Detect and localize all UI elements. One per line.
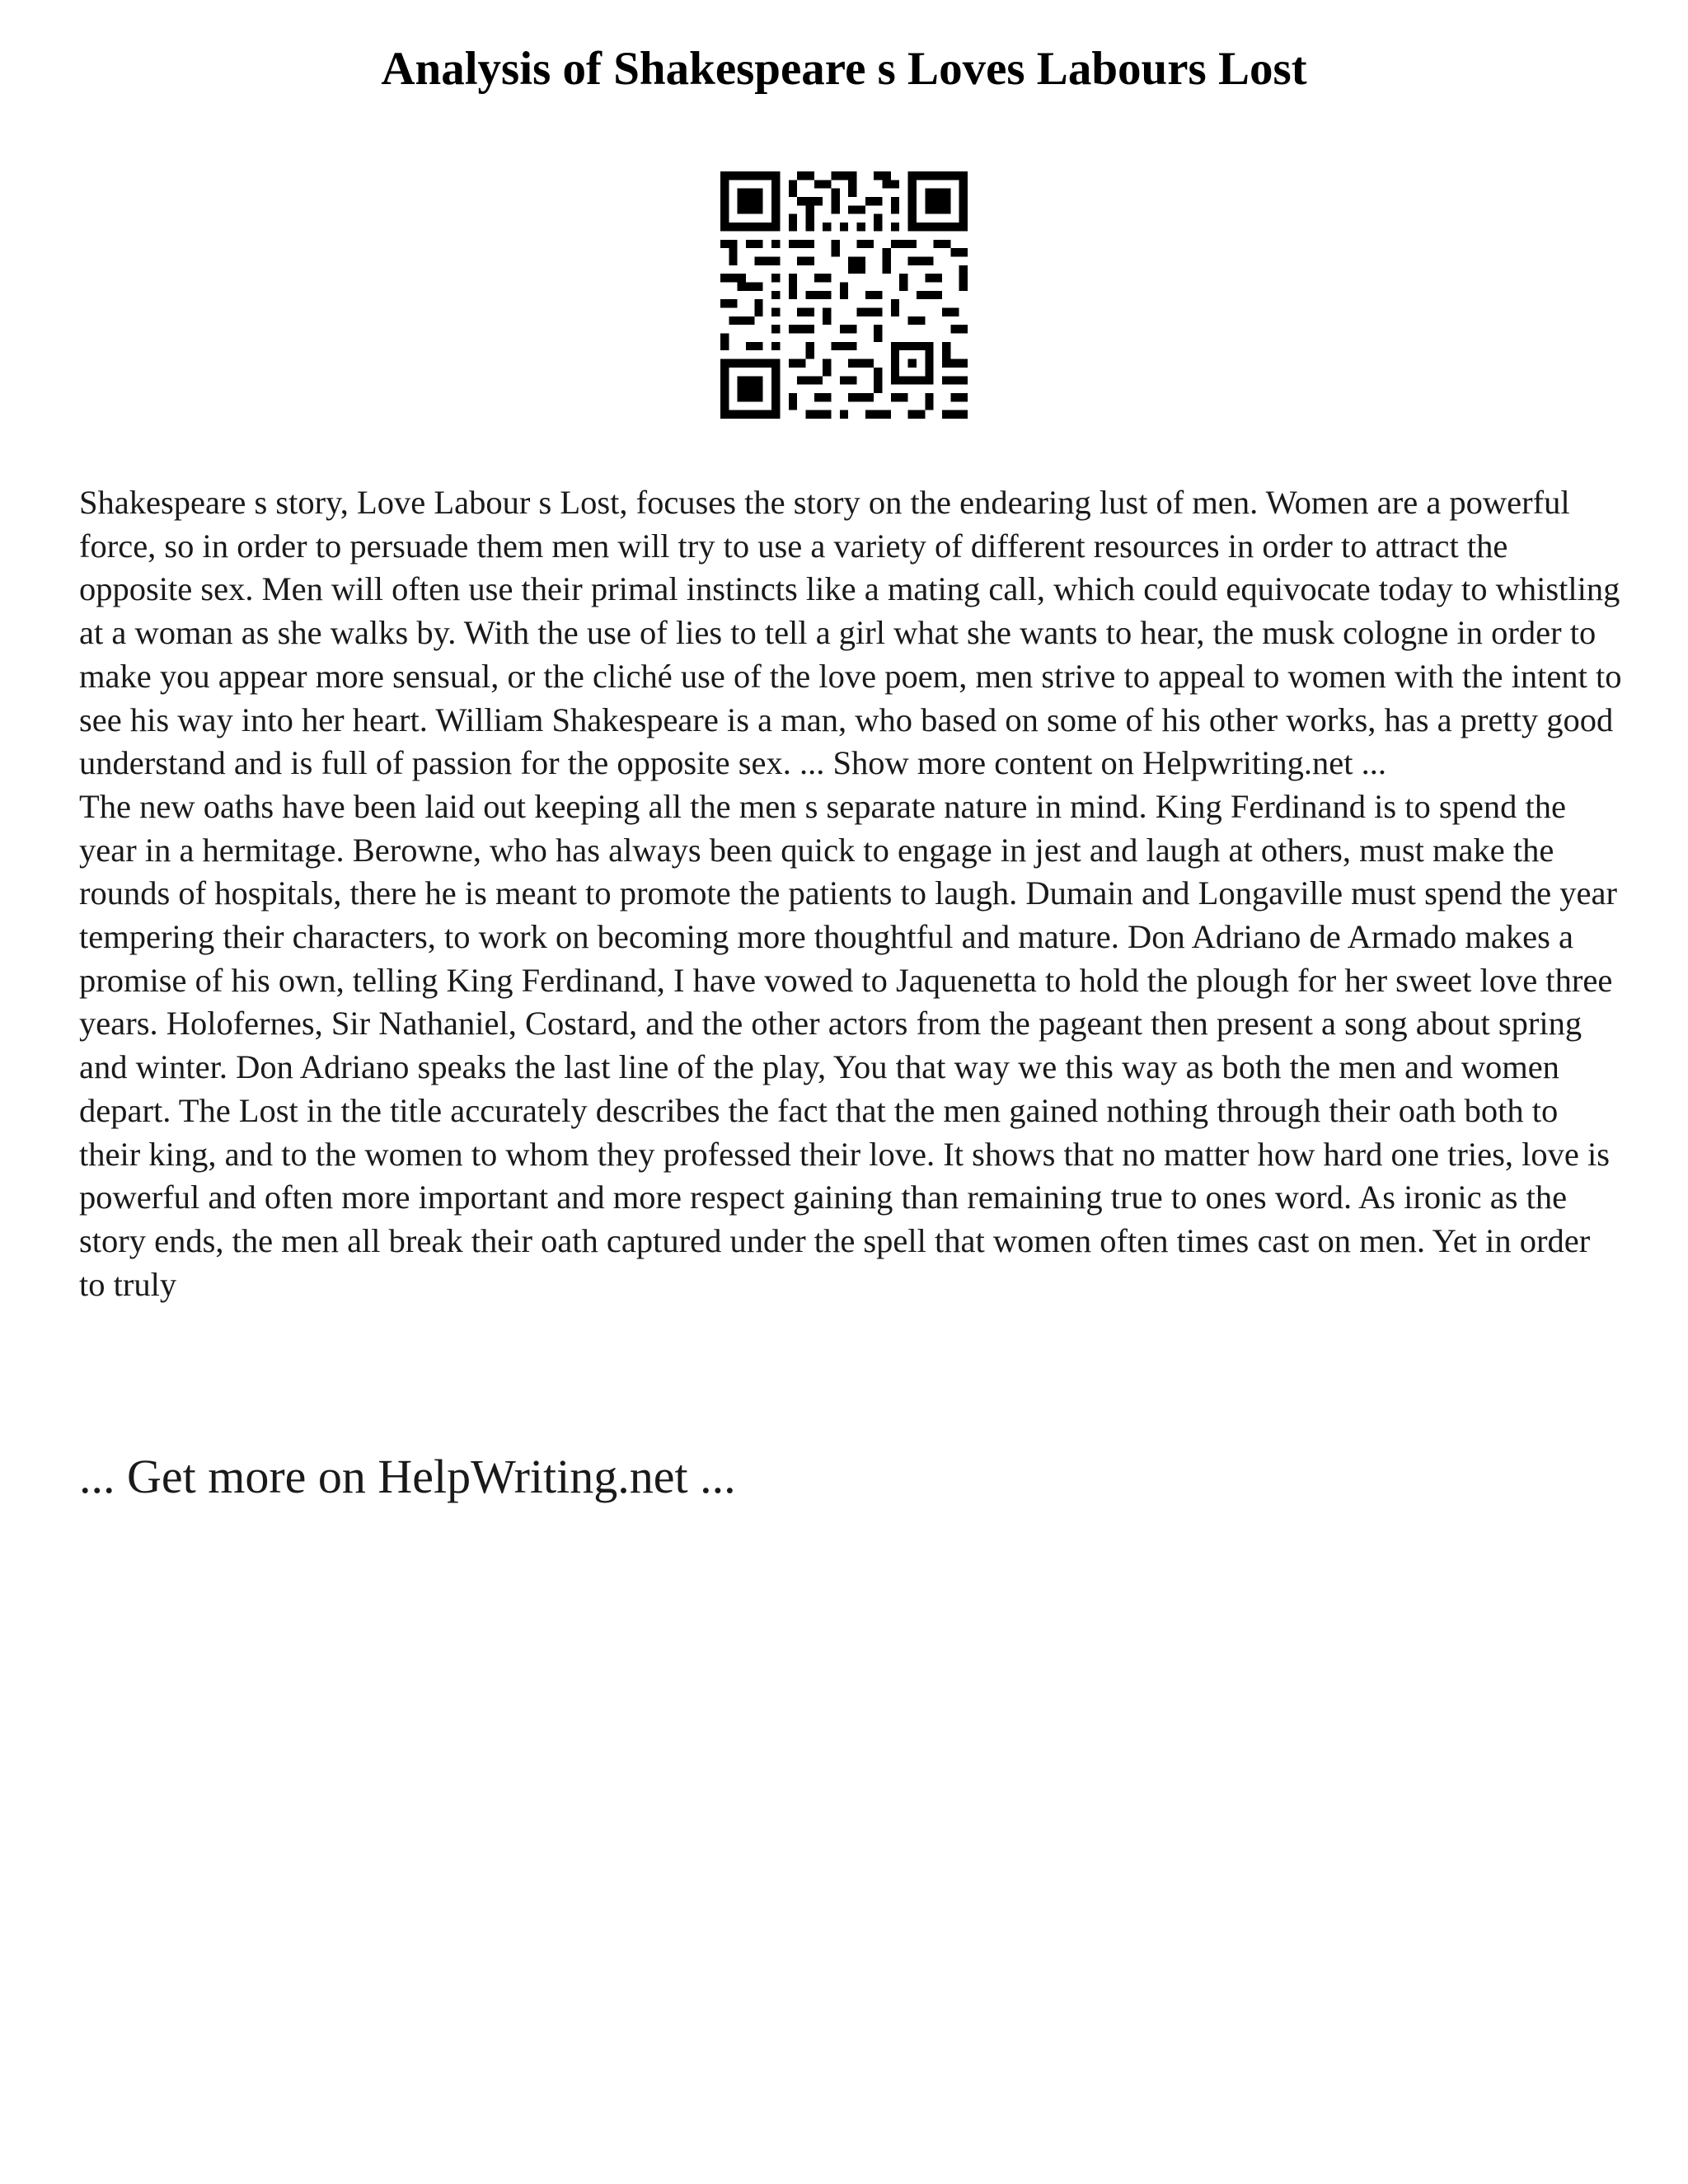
document-title: Analysis of Shakespeare s Loves Labours Lost xyxy=(381,43,1307,95)
body-paragraph-2: The new oaths have been laid out keeping all the men s separate nature in mind. King Ferdinand is to spend the year in a hermitage. Berowne, who has always been quick to engage in jest and laugh at others, must make the rounds of hospitals, there he is meant to promote the patients to laugh. Dumain and Longaville must spend the year tempering their characters, to work on becoming more thoughtful and mature. Don Adriano de Armado makes a promise of his own, telling King Ferdinand, I have vowed to Jaquenetta to hold the plough for her sweet love three years. Holofernes, Sir Nathaniel, Costard, and the other actors from the pageant then present a song about spring and winter. Don Adriano speaks the last line of the play, You that way we this way as both the men and women depart. The Lost in the title accurately describes the fact that the men gained nothing through their oath both to their king, and to the women to whom they professed their love. It shows that no matter how hard one tries, love is powerful and often more important and more respect gaining than remaining true to ones word. As ironic as the story ends, the men all break their oath captured under the spell that women often times cast on men. Yet in order to truly xyxy=(79,787,1617,1303)
body-paragraph-1: Shakespeare s story, Love Labour s Lost, focuses the story on the endearing lust of men. Women are a powerful force, so in order to persuade them men will try to use a variety of different resources in order to attract the opposite sex. Men will often use their primal instincts like a mating call, which could equivocate today to whistling at a woman as she walks by. With the use of lies to tell a girl what she wants to hear, the musk cologne in order to make you appear more sensual, or the cliché use of the love poem, men strive to appeal to women with the intent to see his way into her heart. William Shakespeare is a man, who based on some of his other works, has a pretty good understand and is full of passion for the opposite sex. ... Show more content on Helpwriting.net ... xyxy=(79,484,1622,782)
qr-code-icon xyxy=(720,171,968,419)
document-body xyxy=(79,481,1622,1306)
get-more-link[interactable]: ... Get more on HelpWriting.net ... xyxy=(79,1450,736,1503)
